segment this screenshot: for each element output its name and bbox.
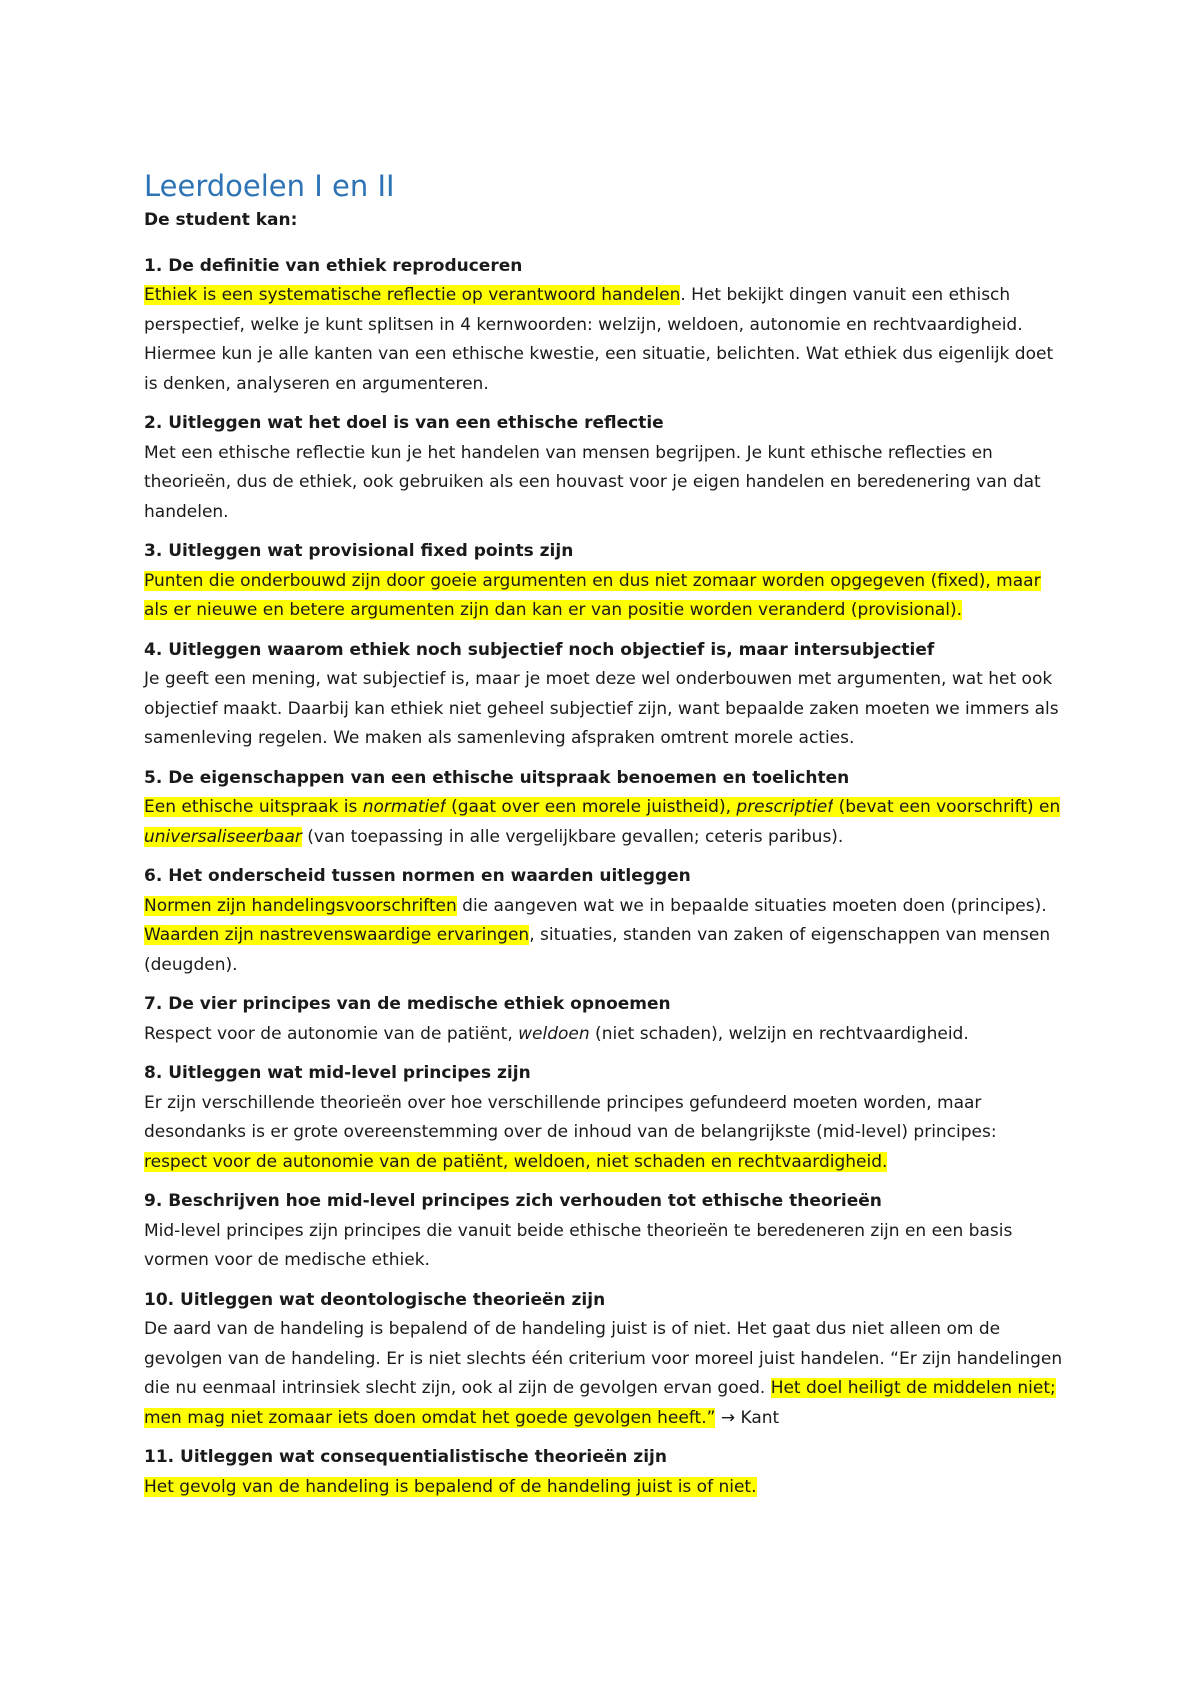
learning-goal-text <box>144 1473 1064 1503</box>
body-text: die aangeven wat we in bepaalde situaties moeten doen (principes). <box>456 895 1047 916</box>
body-text: Kant <box>735 1407 780 1428</box>
learning-goal-heading: 3. Uitleggen wat provisional fixed points zijn <box>144 541 574 561</box>
learning-goal-heading: 5. De eigenschappen van een ethische uitspraak benoemen en toelichten <box>144 767 850 788</box>
body-text: Met een ethische reflectie kun je het handelen van mensen begrijpen. Je kunt ethische reflecties en theorieën, dus de ethiek, ook gebruiken als een houvast voor je eigen handelen en beredenering van dat handelen. <box>144 442 1041 522</box>
learning-goal-text <box>144 281 1064 399</box>
body-text: Er zijn verschillende theorieën over hoe verschillende principes gefundeerd moeten worden, maar desondanks is er grote overeenstemming over de inhoud van de belangrijkste (mid-level) principes: <box>144 1092 997 1142</box>
body-text: De aard van de handeling is bepalend of de handeling juist is of niet. Het gaat dus niet alleen om de gevolgen van de handeling. Er is niet slechts één criterium voor moreel juist handelen. “Er zijn handelingen die nu eenmaal intrinsiek slecht zijn, ook al zijn de gevolgen ervan goed. <box>144 1319 1063 1398</box>
highlighted-text: (bevat een voorschrift) en <box>833 797 1061 817</box>
learning-goal-heading: 2. Uitleggen wat het doel is van een ethische reflectie <box>144 413 664 433</box>
highlighted-text: (gaat over een morele juistheid), <box>445 797 737 817</box>
page-subtitle: De student kan: <box>144 210 298 230</box>
highlighted-italic-term: prescriptief <box>736 797 834 817</box>
learning-goal-text <box>144 1315 1064 1433</box>
learning-goal-6 <box>144 862 1064 980</box>
learning-goal-8 <box>144 1059 1064 1177</box>
learning-goal-heading: 8. Uitleggen wat mid-level principes zijn <box>144 1063 531 1083</box>
body-text: Mid-level principes zijn principes die vanuit beide ethische theorieën te beredeneren zijn en een basis vormen voor de medische ethiek. <box>144 1220 1013 1270</box>
learning-goal-heading: 6. Het onderscheid tussen normen en waarden uitleggen <box>144 866 691 886</box>
document-content <box>144 168 1064 1512</box>
learning-goal-heading: 7. De vier principes van de medische ethiek opnoemen <box>144 994 671 1014</box>
body-text: Je geeft een mening, wat subjectief is, maar je moet deze wel onderbouwen met argumenten, wat het ook objectief maakt. Daarbij kan ethiek niet geheel subjectief zijn, want bepaalde zaken moeten we immers als samenleving regelen. We maken als samenleving afspraken omtrent morele acties. <box>144 669 1059 748</box>
learning-goal-text <box>144 1217 1064 1276</box>
learning-goal-3 <box>144 537 1064 626</box>
learning-goal-text <box>144 665 1064 754</box>
learning-goal-10 <box>144 1286 1064 1434</box>
highlighted-italic-term: normatief <box>362 797 446 817</box>
learning-goal-heading: 9. Beschrijven hoe mid-level principes zich verhouden tot ethische theorieën <box>144 1191 882 1211</box>
body-text: (van toepassing in alle vergelijkbare gevallen; ceteris paribus). <box>301 826 844 847</box>
learning-goal-2 <box>144 409 1064 527</box>
highlighted-text: Het gevolg van de handeling is bepalend of de handeling juist is of niet. <box>144 1476 757 1497</box>
learning-goal-text <box>144 892 1064 981</box>
body-text: Respect voor de autonomie van de patiënt, <box>144 1023 519 1044</box>
body-text: . Het bekijkt dingen vanuit een ethisch perspectief, welke je kunt splitsen in 4 kernwoorden: welzijn, weldoen, autonomie en rechtvaardigheid. Hiermee kun je alle kanten van een ethische kwestie, een situatie, belichten. Wat ethiek dus eigenlijk doet is denken, analyseren en argumenteren. <box>144 285 1054 394</box>
learning-goal-text <box>144 1020 1064 1050</box>
highlighted-text: Een ethische uitspraak is <box>144 797 363 817</box>
learning-goal-heading: 11. Uitleggen wat consequentialistische theorieën zijn <box>144 1447 667 1467</box>
body-text: (niet schaden), welzijn en rechtvaardigheid. <box>589 1023 969 1044</box>
learning-goal-heading: 4. Uitleggen waarom ethiek noch subjectief noch objectief is, maar intersubjectief <box>144 639 935 660</box>
learning-goal-heading: 1. De definitie van ethiek reproduceren <box>144 255 523 276</box>
learning-goal-11 <box>144 1443 1064 1502</box>
learning-goal-text <box>144 439 1064 528</box>
highlighted-text: Ethiek is een systematische reflectie op verantwoord handelen <box>144 285 681 305</box>
body-text: , situaties, standen van zaken of eigenschappen van mensen (deugden). <box>144 925 1051 975</box>
highlighted-text: Normen zijn handelingsvoorschriften <box>144 895 457 916</box>
learning-goal-5 <box>144 764 1064 853</box>
arrow-right-icon: → <box>720 1407 736 1428</box>
highlighted-text: Waarden zijn nastrevenswaardige ervaringen <box>144 925 530 945</box>
learning-goal-heading: 10. Uitleggen wat deontologische theorieën zijn <box>144 1289 606 1310</box>
italic-term: weldoen <box>518 1023 590 1044</box>
highlighted-italic-term: universaliseerbaar <box>144 826 302 847</box>
learning-goal-4 <box>144 636 1064 754</box>
learning-goal-1 <box>144 252 1064 400</box>
highlighted-text: Het doel heiligt de middelen niet; men mag niet zomaar iets doen omdat het goede gevolgen heeft.” <box>144 1378 1056 1428</box>
learning-goal-text <box>144 793 1064 852</box>
highlighted-text: Punten die onderbouwd zijn door goeie argumenten en dus niet zomaar worden opgegeven (fixed), maar als er nieuwe en betere argumenten zijn dan kan er van positie worden veranderd (provisional). <box>144 570 1041 620</box>
learning-goal-text <box>144 567 1064 626</box>
learning-goal-text <box>144 1089 1064 1178</box>
highlighted-text: respect voor de autonomie van de patiënt, weldoen, niet schaden en rechtvaardigheid. <box>144 1151 888 1172</box>
learning-goal-7 <box>144 990 1064 1049</box>
learning-goal-9 <box>144 1187 1064 1276</box>
page-title: Leerdoelen I en II <box>144 169 395 203</box>
